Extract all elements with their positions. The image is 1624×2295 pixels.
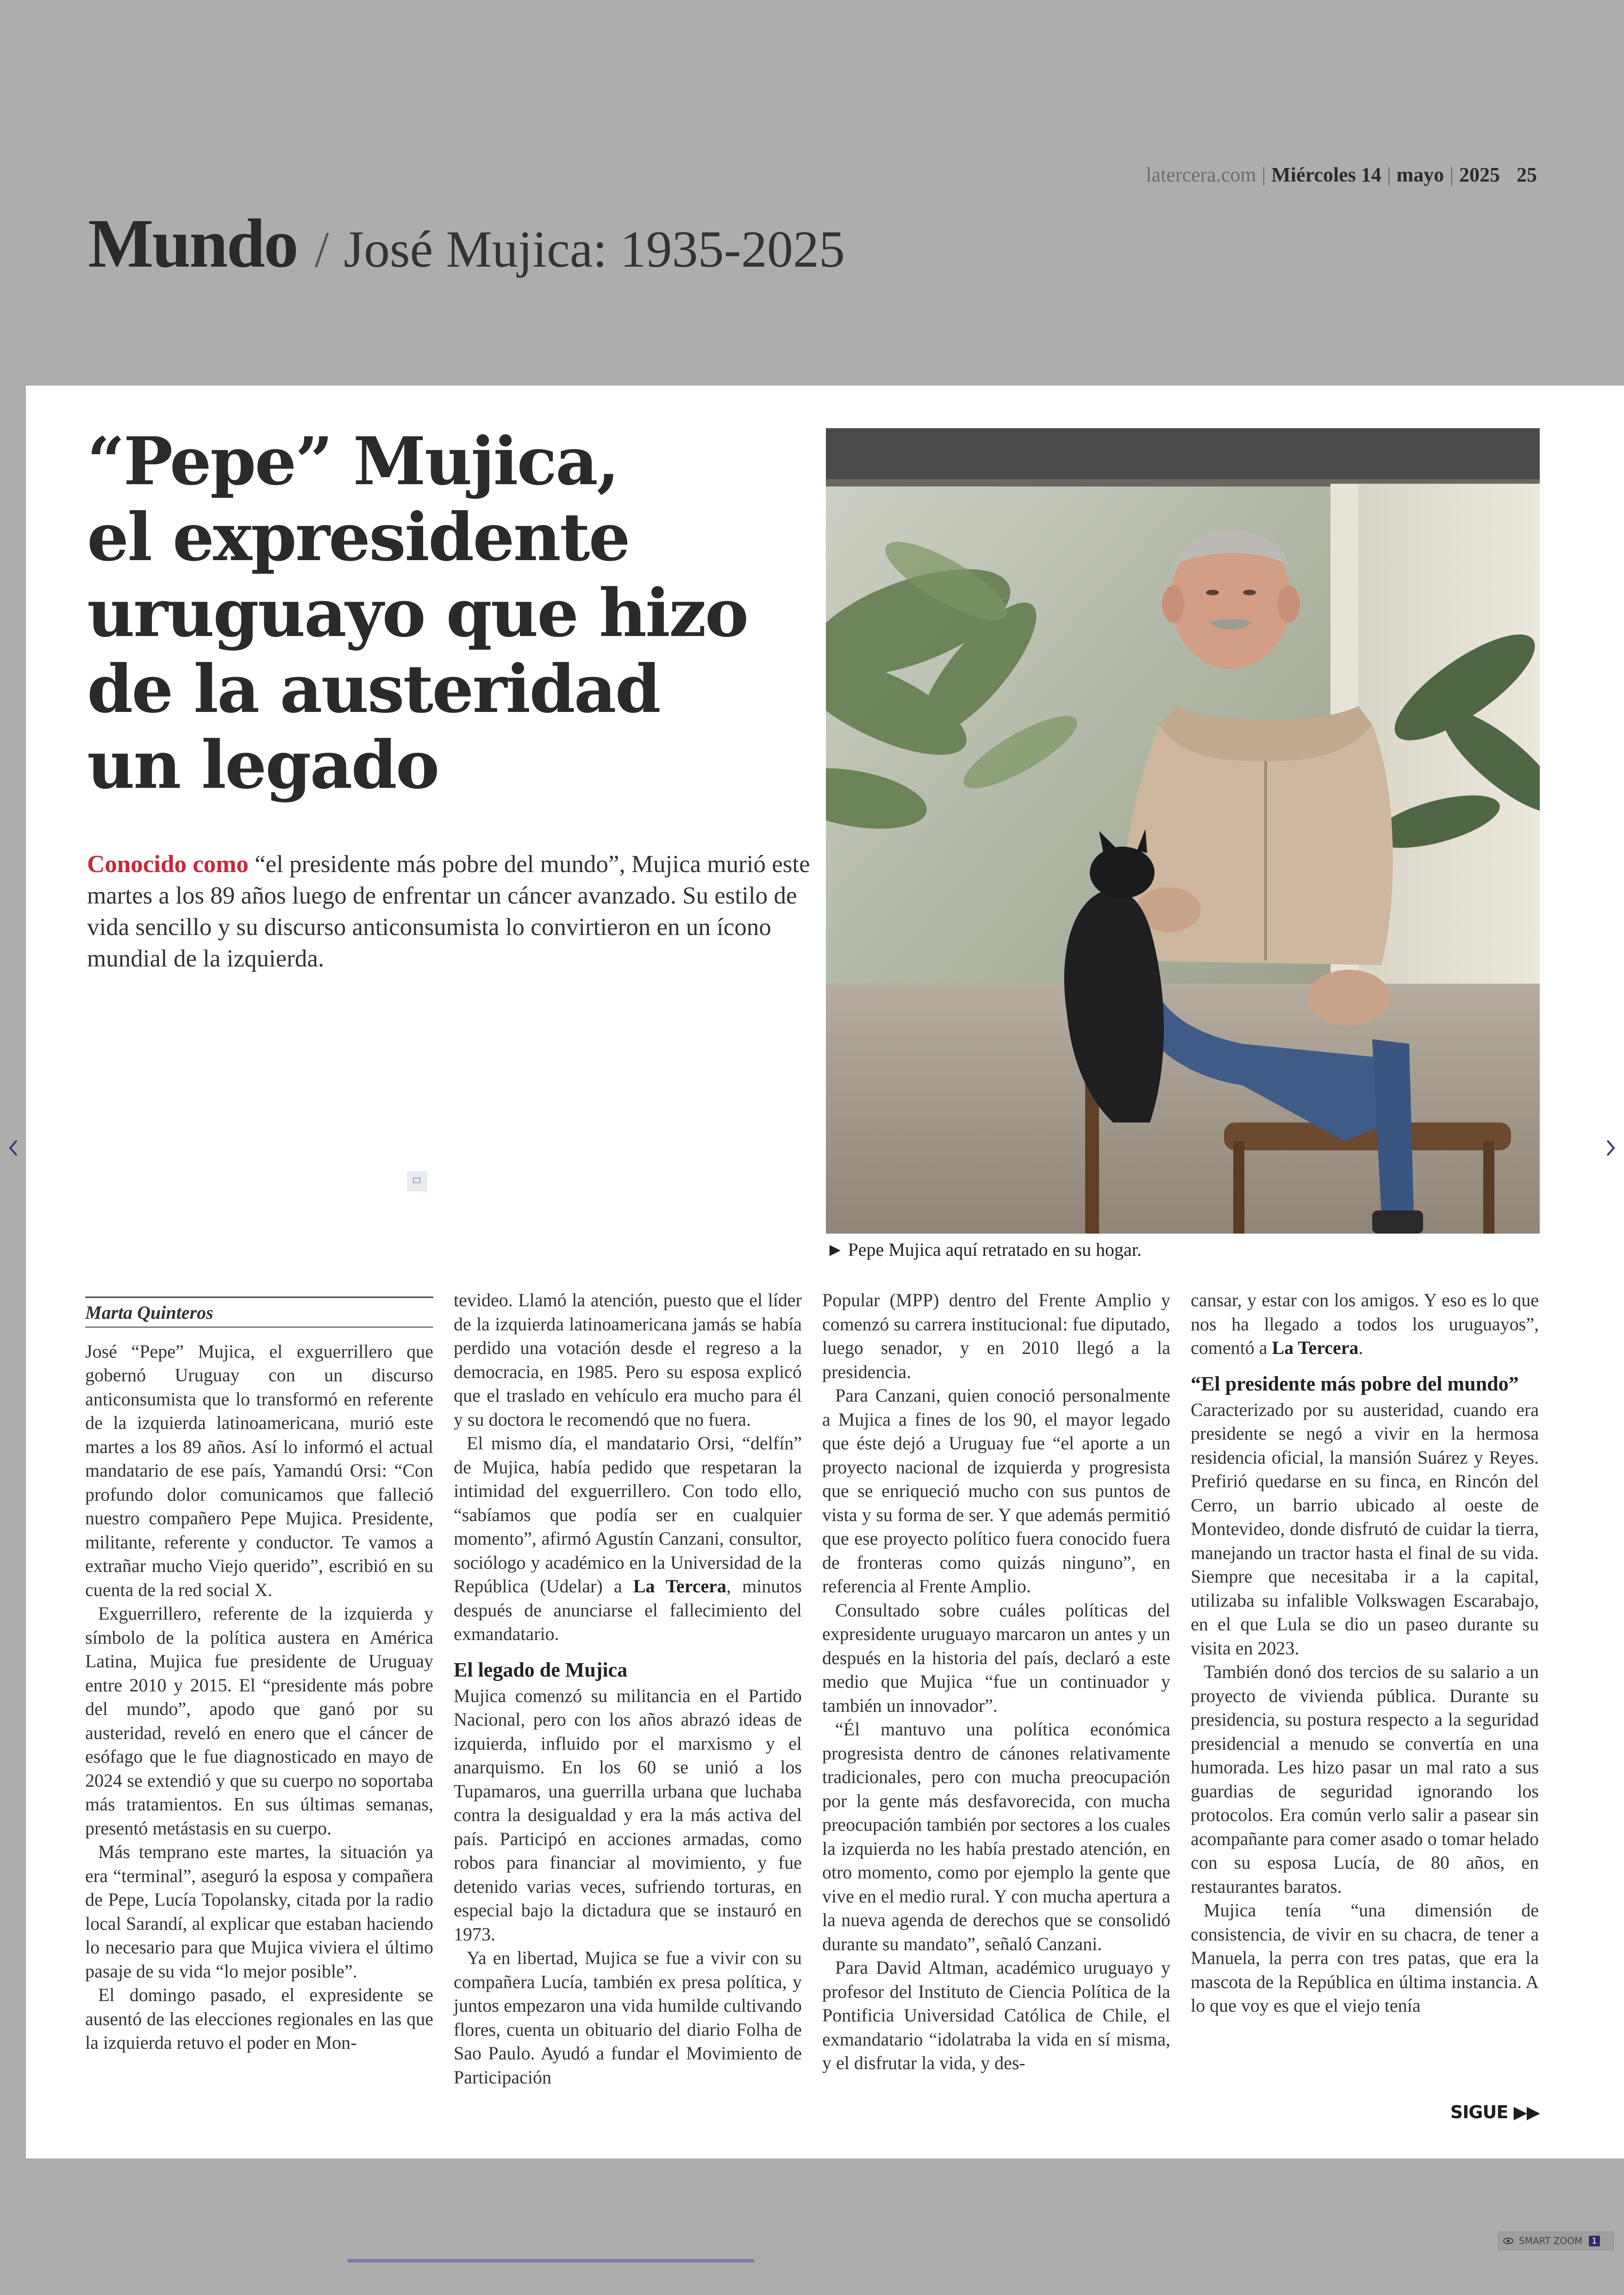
brand-name: La Tercera	[1272, 1337, 1359, 1358]
paragraph: Exguerrillero, referente de la izquierda y símbolo de la política austera en América Latina, Mujica fue presidente de Uruguay entre 2010 y 2015. El “presidente más pobre del mundo”, apodo que ganó por su austeridad, reveló en enero que el cáncer de esófago que le fue diagnosticado en mayo de 2024 se extendió y que su cuerpo no soportaba más tratamientos. En sus últimas semanas, presentó metástasis en su cuerpo.	[85, 1603, 433, 1839]
paragraph: José “Pepe” Mujica, el exguerrillero que gobernó Uruguay con un discurso anticonsumista que lo transformó en referente de la izquierda latinoamericana, murió este martes a los 89 años. Así lo informó el actual mandatario de ese país, Yamandú Orsi: “Con profundo dolor comunicamos que falleció nuestro compañero Pepe Mujica. Presidente, militante, referente y conductor. Te vamos a extrañar mucho Viejo querido”, escribió en su cuenta de la red social X.	[85, 1341, 433, 1600]
mujica-photo	[826, 428, 1540, 1234]
eye-icon	[1503, 2238, 1513, 2244]
continue-label: SIGUE ▶▶	[1450, 2102, 1540, 2122]
dateline: latercera.com | Miércoles 14 | mayo | 2025 25	[1146, 163, 1537, 186]
headline-line: un legado	[87, 727, 438, 804]
paragraph: “Él mantuvo una política económica progresista dentro de cánones relativamente tradicionales, pero con mucha preocupación por la gente más desfavorecida, con mucha preocupación también por sectores a los cuales la izquierda no les había prestado atención, en otro momento, como por ejemplo la gente que vive en el medio rural. Y con mucha apertura a la nueva agenda de derechos que se consolidó durante su mandato”, señaló Canzani.	[822, 1719, 1170, 1954]
subheading: “El presidente más pobre del mundo”	[1191, 1372, 1519, 1395]
lead-kicker: Conocido como	[87, 851, 249, 878]
paragraph: Mujica comenzó su militancia en el Partido Nacional, pero con los años abrazó ideas de izquierda, influido por el marxismo y el anarquismo. En los 60 se unió a los Tupamaros, una guerrilla urbana que luchaba contra la desigualdad y era la más activa del país. Participó en acciones armadas, como robos para financiar al movimiento, y fue detenido varias veces, sufriendo torturas, en especial bajo la dictadura que se instauró en 1973.	[454, 1685, 802, 1945]
article-body	[85, 1288, 1562, 2121]
caption-triangle-icon: ►	[826, 1239, 844, 1260]
brand-name: La Tercera	[633, 1576, 726, 1597]
month: mayo	[1396, 163, 1444, 186]
page-number: 25	[1517, 163, 1537, 186]
newspaper-page	[26, 386, 1624, 2158]
paragraph: Para Canzani, quien conoció personalmente a Mujica a fines de los 90, el mayor legado que éste dejó a Uruguay fue “el aporte a un proyecto nacional de izquierda y progresista que se enriqueció mucho con sus puntos de vista y su forma de ser. Y que además permitió que ese proyecto político fuera conocido fuera de fronteras como quizás ninguno”, en referencia al Frente Amplio.	[822, 1385, 1170, 1597]
paragraph	[1191, 1288, 1539, 1360]
column-4	[1191, 1288, 1539, 2018]
smart-zoom-label: SMART ZOOM	[1519, 2235, 1583, 2246]
lead-paragraph	[87, 848, 818, 974]
next-page-button[interactable]	[1601, 1134, 1619, 1162]
subheading: El legado de Mujica	[454, 1658, 628, 1681]
broken-image-icon	[407, 1172, 427, 1191]
paragraph: Consultado sobre cuáles políticas del expresidente uruguayo marcaron un antes y un después en la historia del país, declaró a este medio que Mujica “fue un continuador y también un innovador”.	[822, 1599, 1170, 1716]
photo-illustration	[826, 428, 1540, 1234]
text-run: , minutos después de anunciarse el fallecimiento del exmandatario.	[454, 1576, 802, 1644]
site-name: latercera.com	[1146, 163, 1256, 186]
column-1	[85, 1288, 433, 2055]
headline-line: de la austeridad	[87, 651, 660, 728]
photo-caption	[826, 1239, 1540, 1260]
section-subtitle: José Mujica: 1935-2025	[344, 221, 845, 278]
text-run: .	[1358, 1337, 1363, 1358]
headline	[87, 424, 809, 803]
page-header	[0, 0, 1624, 384]
section-name: Mundo	[88, 205, 297, 282]
previous-page-button[interactable]	[5, 1134, 23, 1162]
paragraph: Popular (MPP) dentro del Frente Amplio y comenzó su carrera institucional: fue diputado, luego senador, y en 2010 llegó a la presidencia.	[822, 1290, 1170, 1382]
paragraph: Ya en libertad, Mujica se fue a vivir con su compañera Lucía, también ex presa política, y juntos empezaron una vida humilde cultivando flores, cuenta un obituario del diario Folha de Sao Paulo. Ayudó a fundar el Movimiento de Participación	[454, 1947, 802, 2088]
chevron-left-icon	[5, 1134, 23, 1162]
section-title: Mundo / José Mujica: 1935-2025	[88, 205, 845, 282]
paragraph	[454, 1431, 802, 1646]
caption-text: Pepe Mujica aquí retratado en su hogar.	[848, 1239, 1142, 1260]
paragraph: Más temprano este martes, la situación ya era “terminal”, aseguró la esposa y compañera de Pepe, Lucía Topolansky, citada por la radio local Sarandí, al explicar que estaban haciendo lo necesario para que Mujica viviera el último pasaje de su vida “lo mejor posible”.	[85, 1841, 433, 1982]
paragraph: Caracterizado por su austeridad, cuando era presidente se negó a vivir en la hermosa residencia oficial, la mansión Suárez y Reyes. Prefirió quedarse en su finca, en Rincón del Cerro, un barrio ubicado al oeste de Montevideo, donde disfrutó de cuidar la tierra, manejando un tractor hasta el final de su vida. Siempre que necesitaba ir a la capital, utilizaba su infalible Volkswagen Escarabajo, en el que Lula se dio un paseo durante su visita en 2023.	[1191, 1399, 1539, 1659]
paragraph: El domingo pasado, el expresidente se ausentó de las elecciones regionales en las que la izquierda retuvo el poder en Mon-	[85, 1984, 433, 2053]
reading-progress-bar[interactable]	[347, 2259, 755, 2263]
headline-line: el expresidente	[87, 499, 629, 576]
smart-zoom-button[interactable]	[1498, 2232, 1614, 2250]
smart-zoom-value: 1	[1589, 2236, 1599, 2246]
lead-text: “el presidente más pobre del mundo”, Mujica murió este martes a los 89 años luego de enfrentar un cáncer avanzado. Su estilo de vida sencillo y su discurso anticonsumista lo convirtieron en un ícono mundial de la izquierda.	[87, 851, 810, 972]
chevron-right-icon	[1601, 1134, 1619, 1162]
headline-line: uruguayo que hizo	[87, 575, 748, 652]
byline: Marta Quinteros	[85, 1297, 433, 1328]
year: 2025	[1459, 163, 1500, 186]
text-run: El mismo día, el mandatario Orsi, “delfín” de Mujica, había pedido que respetaran la intimidad del exguerrillero. Con todo ello, “sabíamos que podía ser en cualquier momento”, afirmó Agustín Canzani, consultor, sociólogo y académico en la Universidad de la República (Udelar) a	[454, 1433, 802, 1597]
paragraph: Mujica tenía “una dimensión de consistencia, de vivir en su chacra, de tener a Manuela, la perra con tres patas, que era la mascota de la República en última instancia. A lo que voy es que el viejo tenía	[1191, 1900, 1539, 2016]
weekday: Miércoles 14	[1271, 163, 1381, 186]
paragraph: También donó dos tercios de su salario a un proyecto de vivienda pública. Durante su presidencia, su postura respecto a la seguridad presidencial a menudo se convertía en una humorada. Les hizo pasar un mal rato a sus guardias de seguridad ignorando los protocolos. Era común verlo salir a pasear sin acompañante para comer asado o tomar helado con su esposa Lucía, de 80 años, en restaurantes baratos.	[1191, 1661, 1539, 1897]
column-2	[454, 1288, 802, 2089]
headline-line: “Pepe” Mujica,	[87, 423, 618, 500]
paragraph: Para David Altman, académico uruguayo y profesor del Instituto de Ciencia Política de la Pontificia Universidad Católica de Chile, el exmandatario “idolatraba la vida en sí misma, y el disfrutar la vida, y des-	[822, 1957, 1170, 2073]
column-3	[822, 1288, 1170, 2075]
paragraph: tevideo. Llamó la atención, puesto que el líder de la izquierda latinoamericana jamás se había perdido una votación desde el regreso a la democracia, en 1985. Pero su esposa explicó que el traslado en vehículo era mucho para él y su doctora le recomendó que no fuera.	[454, 1290, 802, 1430]
text-run: cansar, y estar con los amigos. Y eso es lo que nos ha llegado a todos los uruguayos”, comentó a	[1191, 1290, 1539, 1358]
